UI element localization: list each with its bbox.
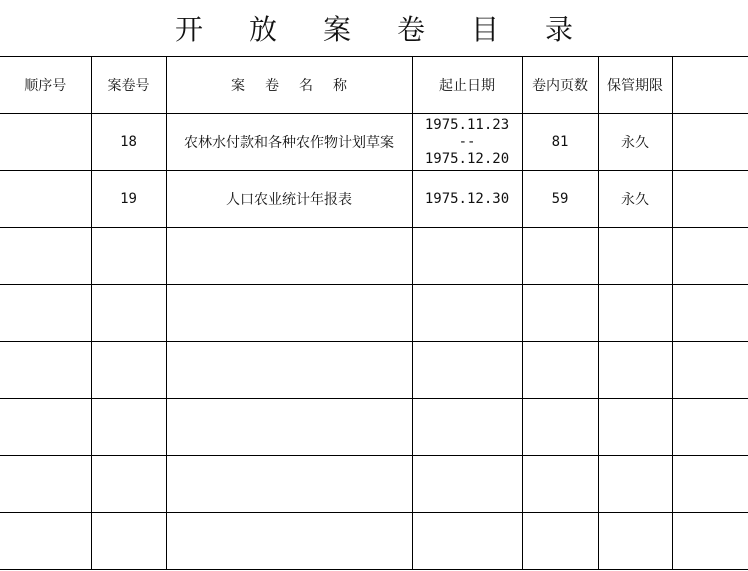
cell-empty bbox=[522, 456, 598, 513]
table-row bbox=[0, 171, 748, 228]
cell-empty bbox=[522, 513, 598, 570]
cell-seq bbox=[0, 114, 91, 171]
cell-empty bbox=[598, 399, 672, 456]
cell-file-name: 人口农业统计年报表 bbox=[166, 171, 412, 228]
header-file-name: 案卷名称 bbox=[166, 57, 412, 114]
table-row-empty bbox=[0, 456, 748, 513]
cell-empty bbox=[166, 228, 412, 285]
cell-empty bbox=[91, 228, 166, 285]
cell-file-no: 19 bbox=[91, 171, 166, 228]
cell-empty bbox=[672, 456, 748, 513]
cell-empty bbox=[0, 456, 91, 513]
date-start: 1975.11.23 bbox=[424, 116, 510, 133]
cell-empty bbox=[91, 513, 166, 570]
cell-empty bbox=[672, 285, 748, 342]
cell-retention: 永久 bbox=[598, 114, 672, 171]
header-pages: 卷内页数 bbox=[522, 57, 598, 114]
cell-empty bbox=[0, 285, 91, 342]
cell-seq bbox=[0, 171, 91, 228]
cell-file-no: 18 bbox=[91, 114, 166, 171]
cell-empty bbox=[412, 342, 522, 399]
cell-dates: 1975.12.30 bbox=[412, 171, 522, 228]
table-row bbox=[0, 114, 748, 171]
cell-empty bbox=[598, 285, 672, 342]
cell-retention: 永久 bbox=[598, 171, 672, 228]
cell-empty bbox=[522, 399, 598, 456]
cell-pages: 81 bbox=[522, 114, 598, 171]
table-row-empty bbox=[0, 285, 748, 342]
cell-empty bbox=[412, 456, 522, 513]
cell-empty bbox=[0, 228, 91, 285]
cell-empty bbox=[522, 285, 598, 342]
cell-empty bbox=[166, 513, 412, 570]
cell-empty bbox=[412, 513, 522, 570]
header-file-no: 案卷号 bbox=[91, 57, 166, 114]
cell-empty bbox=[91, 399, 166, 456]
cell-empty bbox=[598, 342, 672, 399]
table-row-empty bbox=[0, 228, 748, 285]
cell-empty bbox=[0, 342, 91, 399]
cell-empty bbox=[672, 399, 748, 456]
date-end: 1975.12.20 bbox=[424, 150, 510, 167]
cell-dates bbox=[412, 114, 522, 171]
cell-pages: 59 bbox=[522, 171, 598, 228]
cell-extra bbox=[672, 171, 748, 228]
cell-empty bbox=[91, 285, 166, 342]
cell-empty bbox=[598, 513, 672, 570]
cell-empty bbox=[672, 513, 748, 570]
catalog-table bbox=[0, 56, 748, 570]
cell-empty bbox=[91, 342, 166, 399]
cell-empty bbox=[522, 342, 598, 399]
header-seq: 顺序号 bbox=[0, 57, 91, 114]
cell-empty bbox=[412, 285, 522, 342]
cell-empty bbox=[166, 342, 412, 399]
cell-empty bbox=[522, 228, 598, 285]
cell-empty bbox=[598, 228, 672, 285]
page-title: 开放案卷目录 bbox=[174, 13, 619, 46]
cell-empty bbox=[0, 399, 91, 456]
cell-empty bbox=[166, 456, 412, 513]
date-separator: -- bbox=[458, 133, 476, 150]
cell-empty bbox=[598, 456, 672, 513]
cell-empty bbox=[672, 228, 748, 285]
header-row bbox=[0, 57, 748, 114]
table-row-empty bbox=[0, 399, 748, 456]
cell-empty bbox=[412, 228, 522, 285]
header-retention: 保管期限 bbox=[598, 57, 672, 114]
table-row-empty bbox=[0, 513, 748, 570]
cell-empty bbox=[672, 342, 748, 399]
header-extra bbox=[672, 57, 748, 114]
cell-empty bbox=[166, 399, 412, 456]
cell-extra bbox=[672, 114, 748, 171]
cell-file-name: 农林水付款和各种农作物计划草案 bbox=[166, 114, 412, 171]
header-dates: 起止日期 bbox=[412, 57, 522, 114]
cell-empty bbox=[91, 456, 166, 513]
cell-empty bbox=[166, 285, 412, 342]
table-row-empty bbox=[0, 342, 748, 399]
cell-empty bbox=[412, 399, 522, 456]
cell-empty bbox=[0, 513, 91, 570]
